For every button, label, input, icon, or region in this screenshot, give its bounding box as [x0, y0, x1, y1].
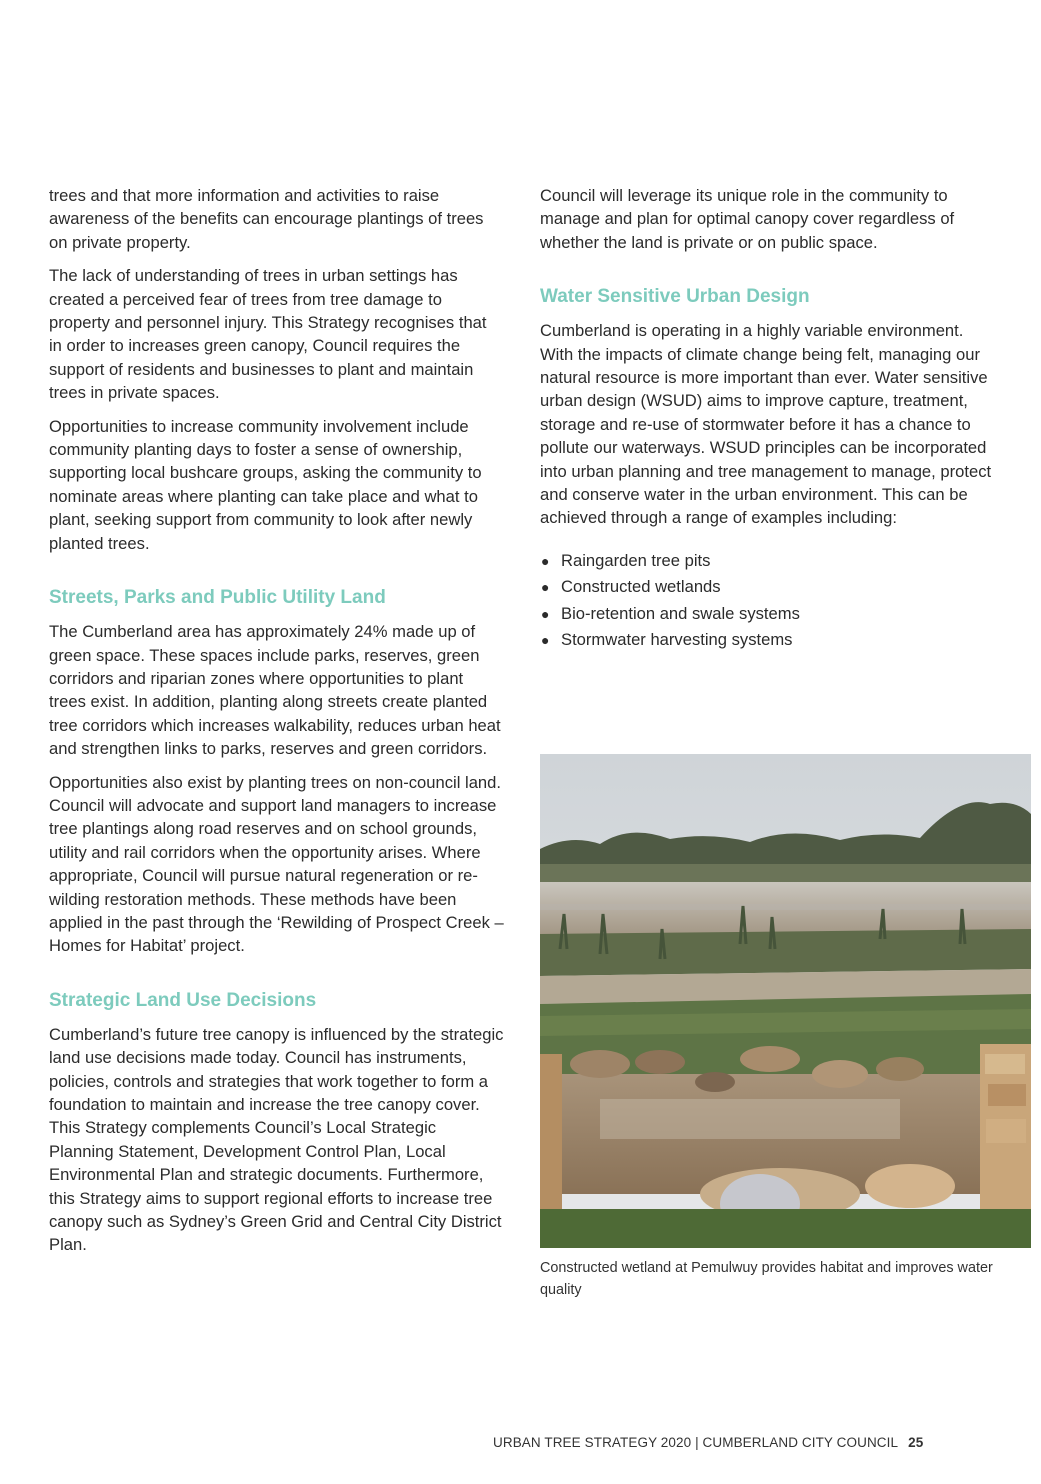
page-footer	[493, 1435, 923, 1450]
list-item: ● Constructed wetlands	[540, 574, 998, 601]
list-item: ● Raingarden tree pits	[540, 548, 998, 575]
section-heading-wsud: Water Sensitive Urban Design	[540, 286, 810, 308]
paragraph: Cumberland is operating in a highly variable environment. With the impacts of climate change being felt, managing our natural resource is more important than ever. Water sensitive urban design (WSUD) aims to improve capture, treatment, storage and re-use of stormwater before it has a chance to pollute our waterways. WSUD principles can be incorporated into urban planning and tree management to manage, protect and conserve water in the urban environment. This can be achieved through a range of examples including:	[540, 321, 992, 528]
footer-title: URBAN TREE STRATEGY 2020 | CUMBERLAND CITY COUNCIL	[493, 1435, 899, 1450]
wetland-photo	[540, 754, 1031, 1248]
section-heading-streets-parks: Streets, Parks and Public Utility Land	[49, 587, 386, 609]
bullet-icon: ●	[541, 605, 550, 622]
page-number: 25	[908, 1435, 924, 1450]
paragraph: The Cumberland area has approximately 24% made up of green space. These spaces include parks, reserves, green corridors and riparian zones where opportunities to plant trees exist. In addition, planting along streets create planted tree corridors which increases walkability, reduces urban heat and strengthen links to parks, reserves and green corridors.	[49, 622, 501, 759]
photo-caption: Constructed wetland at Pemulwuy provides habitat and improves water quality	[540, 1260, 993, 1298]
paragraph: Opportunities also exist by planting trees on non-council land. Council will advocate and support land managers to increase tree plantings along road reserves and on school grounds, utility and rail corridors when the opportunity arises. Where appropriate, Council will pursue natural regeneration or re-wilding restoration methods. These methods have been applied in the past through the ‘Rewilding of Prospect Creek – Homes for Habitat’ project.	[49, 772, 504, 956]
paragraph: Council will leverage its unique role in the community to manage and plan for optimal canopy cover regardless of whether the land is private or on public space.	[540, 186, 955, 252]
left-column	[49, 184, 504, 1267]
right-column	[540, 184, 998, 654]
list-item: ● Stormwater harvesting systems	[540, 627, 998, 654]
bullet-icon: ●	[541, 632, 550, 649]
paragraph: The lack of understanding of trees in urban settings has created a perceived fear of trees from tree damage to property and personnel injury. This Strategy recognises that in order to increases green canopy, Council requires the support of residents and businesses to plant and maintain trees in private spaces.	[49, 266, 487, 403]
paragraph: Cumberland’s future tree canopy is influenced by the strategic land use decisions made today. Council has instruments, policies, controls and strategies that work together to form a foundation to maintain and increase the tree canopy cover. This Strategy complements Council’s Local Strategic Planning Statement, Development Control Plan, Local Environmental Plan and strategic documents. Furthermore, this Strategy aims to support regional efforts to increase tree canopy such as Sydney’s Green Grid and Central City District Plan.	[49, 1024, 504, 1255]
bullet-icon: ●	[541, 579, 550, 596]
wsud-examples-list	[540, 548, 998, 654]
list-item: ● Bio-retention and swale systems	[540, 601, 998, 628]
paragraph: trees and that more information and activities to raise awareness of the benefits can encourage plantings of trees on private property.	[49, 186, 484, 252]
paragraph: Opportunities to increase community involvement include community planting days to foster a sense of ownership, supporting local bushcare groups, asking the community to nominate areas where planting can take place and what to plant, seeking support from community to look after newly planted trees.	[49, 416, 482, 553]
bullet-icon: ●	[541, 552, 550, 569]
section-heading-strategic-land-use: Strategic Land Use Decisions	[49, 989, 317, 1011]
